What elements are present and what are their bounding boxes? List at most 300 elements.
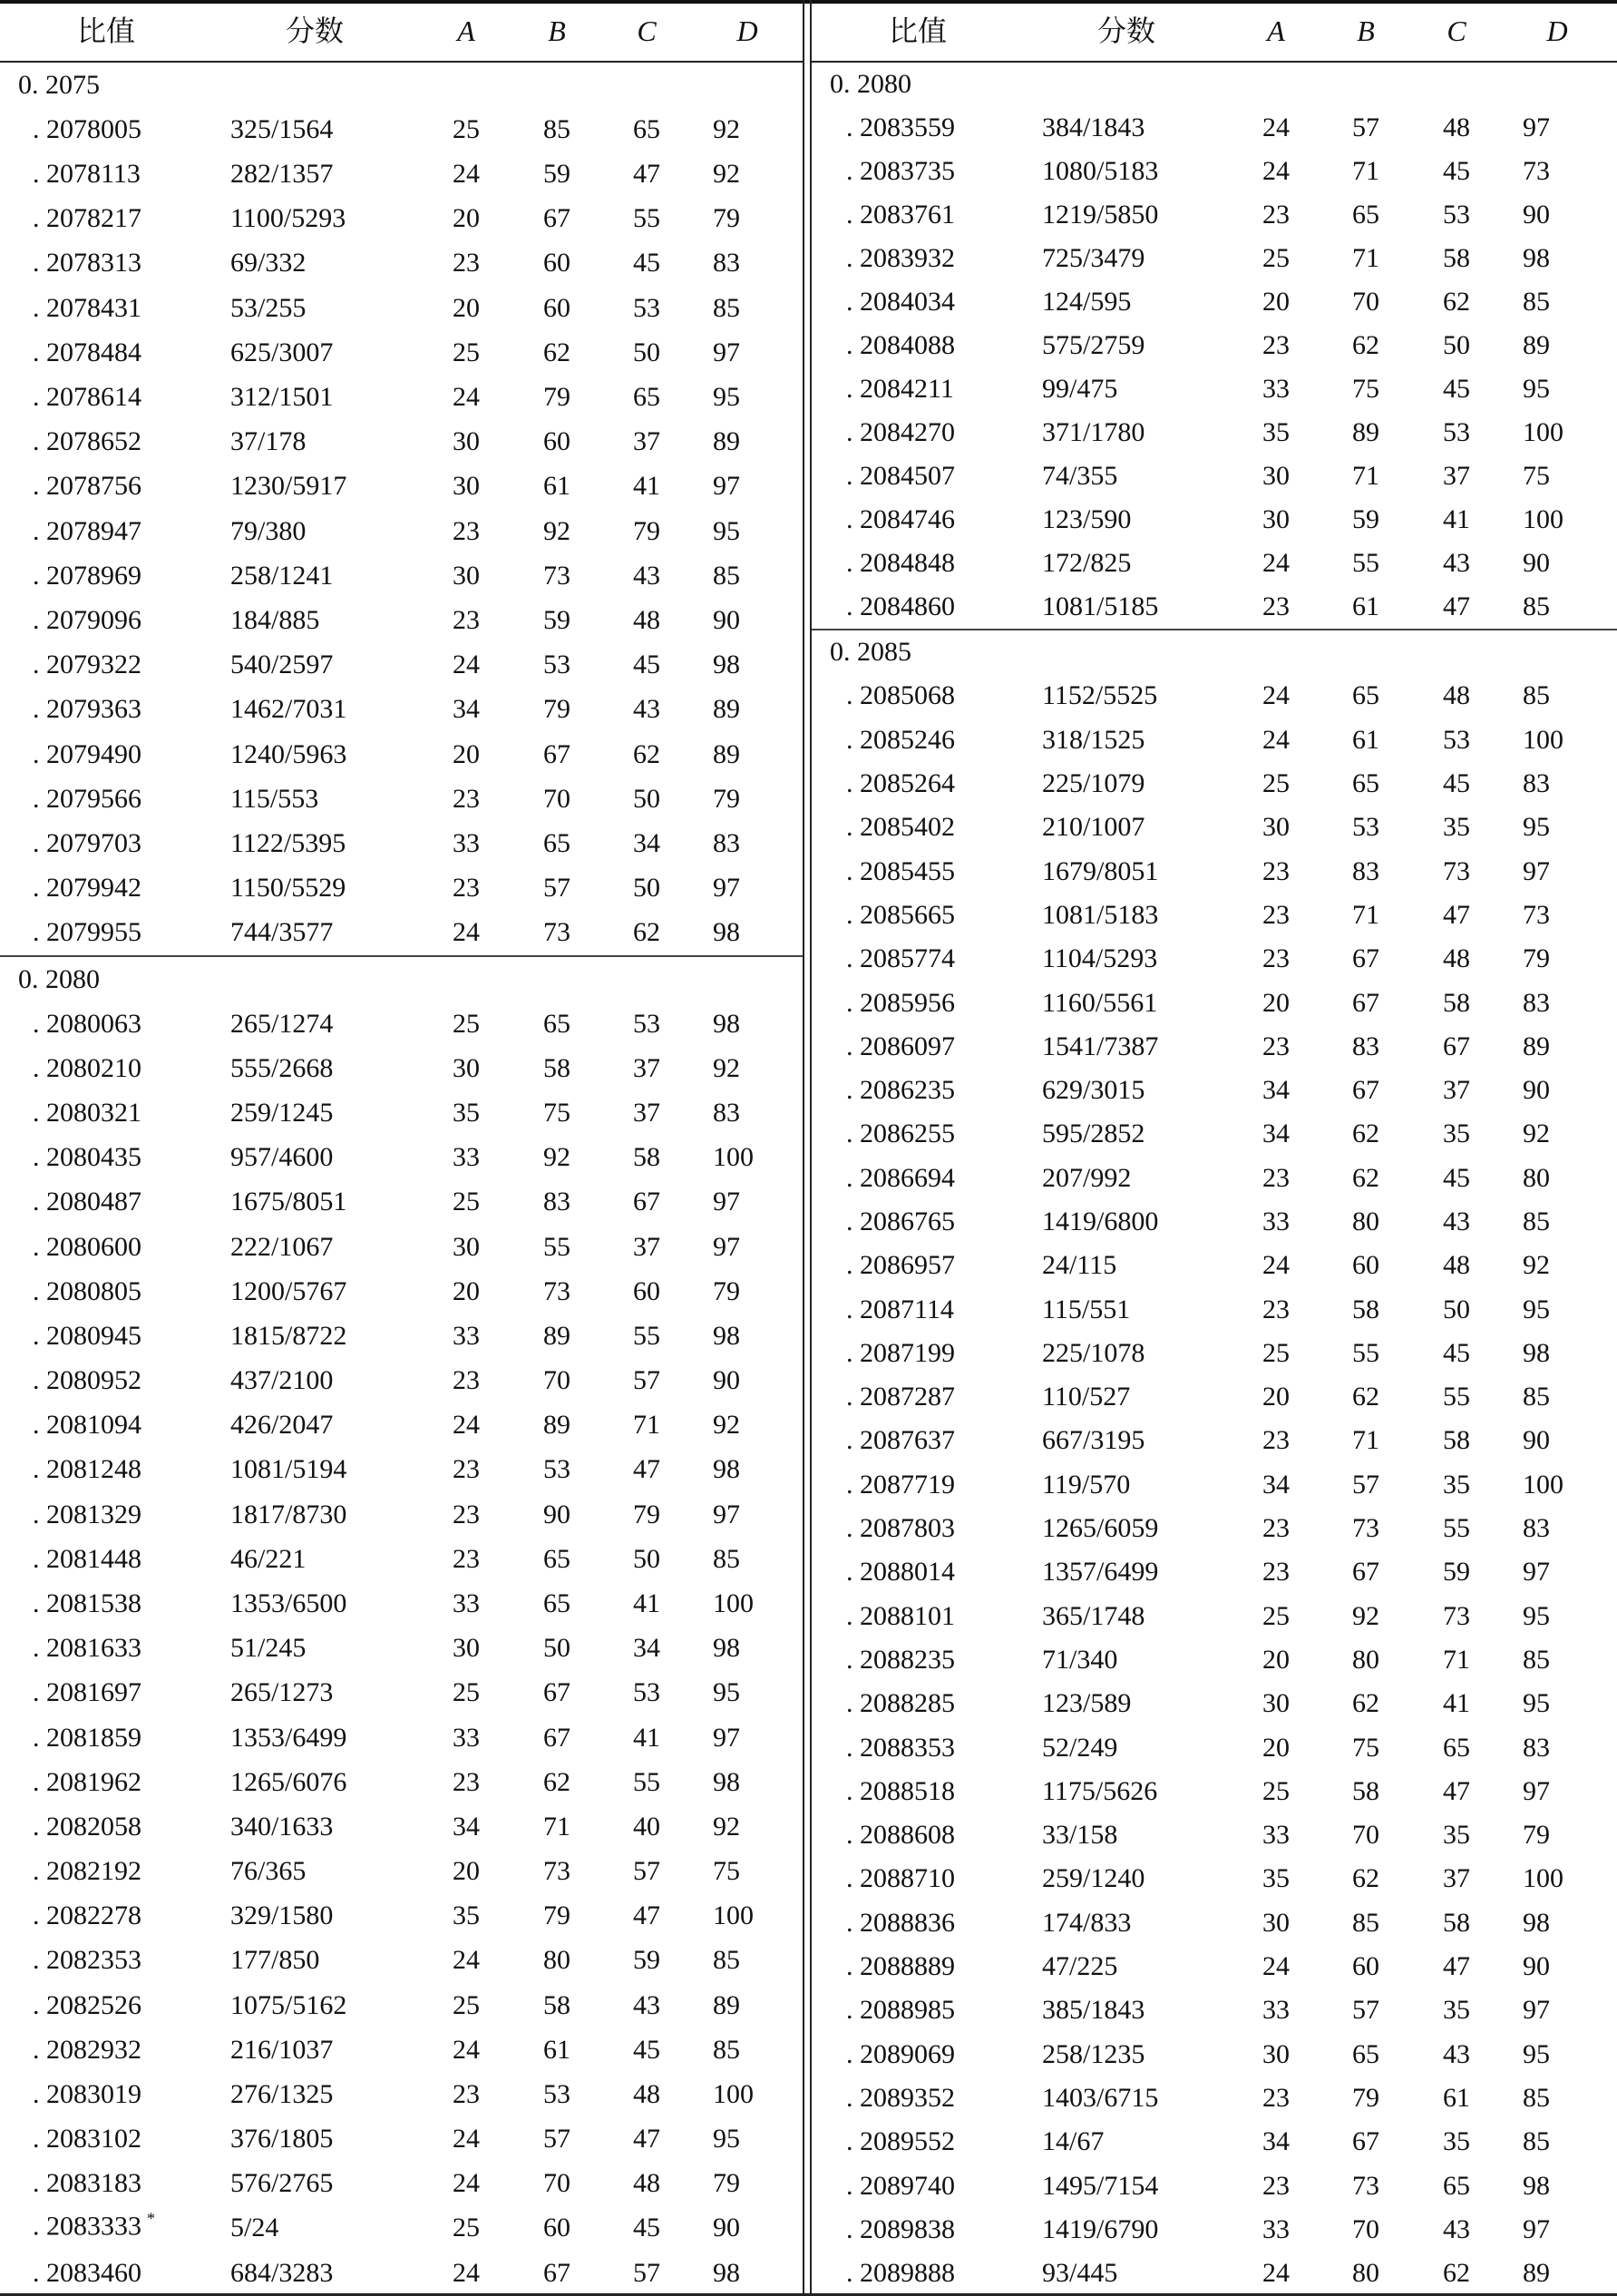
- fraction-cell: 110/527: [1042, 1382, 1131, 1412]
- ratio-value: . 2080321: [33, 1098, 141, 1128]
- ratio-cell: [33, 516, 141, 547]
- table-row: [0, 2206, 803, 2251]
- c-cell: 50: [633, 783, 660, 814]
- table-row: [0, 1314, 803, 1358]
- b-cell: 67: [1352, 1075, 1379, 1106]
- b-cell: 60: [543, 248, 570, 278]
- b-cell: 73: [543, 1275, 570, 1306]
- c-cell: 37: [1443, 461, 1470, 491]
- fraction-cell: 1679/8051: [1042, 855, 1159, 886]
- fraction-cell: 625/3007: [230, 337, 334, 367]
- fraction-cell: 282/1357: [230, 159, 334, 189]
- ratio-cell: [846, 812, 955, 843]
- a-cell: 33: [1262, 1995, 1290, 2026]
- b-cell: 57: [543, 2124, 570, 2154]
- fraction-cell: 325/1564: [230, 113, 334, 144]
- ratio-cell: [846, 900, 955, 931]
- ratio-cell: [33, 1633, 141, 1664]
- b-cell: 59: [1352, 504, 1379, 534]
- c-cell: 37: [633, 1231, 660, 1262]
- d-cell: 85: [1523, 287, 1550, 317]
- b-cell: 65: [543, 1008, 570, 1039]
- c-cell: 55: [633, 203, 660, 234]
- c-cell: 45: [633, 650, 660, 680]
- a-cell: 34: [1262, 1469, 1290, 1500]
- b-cell: 73: [543, 917, 570, 948]
- d-cell: 98: [713, 1454, 740, 1485]
- table-row: [812, 1725, 1617, 1769]
- c-cell: 41: [633, 1722, 660, 1753]
- fraction-cell: 1081/5183: [1042, 899, 1159, 930]
- d-cell: 79: [1523, 943, 1550, 974]
- ratio-cell: [846, 2214, 955, 2245]
- table-row: [0, 777, 803, 821]
- d-cell: 85: [1523, 1382, 1550, 1412]
- c-cell: 55: [1443, 1382, 1470, 1412]
- c-cell: 48: [633, 605, 660, 636]
- fraction-cell: 174/833: [1042, 1907, 1132, 1938]
- table-row: [812, 1419, 1617, 1462]
- ratio-cell: [846, 1995, 955, 2026]
- b-cell: 70: [543, 1365, 570, 1396]
- header-fraction: 分数: [1096, 15, 1156, 47]
- ratio-value: . 2084507: [846, 461, 955, 491]
- d-cell: 98: [713, 1766, 740, 1797]
- ratio-value: . 2080805: [33, 1275, 141, 1306]
- ratio-value: . 2088836: [846, 1907, 955, 1938]
- table-row: [0, 151, 803, 196]
- b-cell: 57: [1352, 1469, 1379, 1500]
- ratio-cell: [846, 1733, 955, 1764]
- a-cell: 25: [453, 1187, 480, 1217]
- ratio-value: . 2084034: [846, 287, 955, 317]
- header-c: C: [1447, 15, 1466, 47]
- ratio-cell: [846, 1425, 955, 1456]
- c-cell: 43: [633, 560, 660, 591]
- a-cell: 24: [453, 917, 480, 948]
- ratio-value: . 2084848: [846, 548, 955, 578]
- fraction-cell: 1265/6059: [1042, 1513, 1159, 1544]
- ratio-cell: [33, 1500, 141, 1530]
- d-cell: 79: [713, 1275, 740, 1306]
- d-cell: 92: [713, 159, 740, 189]
- c-cell: 35: [1443, 1820, 1470, 1851]
- a-cell: 30: [453, 1633, 480, 1664]
- table-row: [0, 598, 803, 642]
- a-cell: 23: [1262, 899, 1290, 930]
- fraction-cell: 1240/5963: [230, 738, 347, 769]
- b-cell: 60: [543, 426, 570, 457]
- ratio-cell: [846, 504, 955, 535]
- ratio-value: . 2079955: [33, 917, 141, 948]
- ratio-value: . 2087803: [846, 1513, 955, 1544]
- b-cell: 75: [543, 1098, 570, 1128]
- ratio-value: . 2085264: [846, 768, 955, 799]
- ratio-value: . 2080600: [33, 1231, 141, 1262]
- d-cell: 100: [713, 1900, 754, 1931]
- ratio-value: . 2087719: [846, 1469, 955, 1500]
- d-cell: 89: [1523, 2258, 1550, 2289]
- table-row: [0, 1760, 803, 1804]
- d-cell: 97: [1523, 1557, 1550, 1588]
- fraction-cell: 225/1078: [1042, 1337, 1145, 1368]
- c-cell: 45: [633, 2213, 660, 2243]
- c-cell: 43: [1443, 548, 1470, 578]
- c-cell: 65: [633, 382, 660, 413]
- d-cell: 97: [1523, 2213, 1550, 2244]
- table-row: [812, 981, 1617, 1024]
- ratio-value: . 2089888: [846, 2258, 955, 2289]
- c-cell: 43: [633, 694, 660, 725]
- table-row: [812, 1287, 1617, 1331]
- ratio-value: . 2088235: [846, 1644, 955, 1675]
- a-cell: 33: [453, 1142, 480, 1173]
- ratio-cell: [33, 337, 141, 368]
- fraction-cell: 33/158: [1042, 1820, 1118, 1851]
- c-cell: 62: [1443, 287, 1470, 317]
- table-row: [812, 1157, 1617, 1200]
- table-row: [0, 688, 803, 732]
- ratio-value: . 2087287: [846, 1382, 955, 1412]
- table-row: [812, 193, 1617, 237]
- d-cell: 80: [1523, 1162, 1550, 1193]
- ratio-value: . 2085246: [846, 724, 955, 755]
- a-cell: 25: [1262, 243, 1290, 273]
- c-cell: 57: [633, 1856, 660, 1887]
- d-cell: 95: [1523, 2038, 1550, 2069]
- fraction-cell: 744/3577: [230, 917, 334, 948]
- c-cell: 58: [1443, 1425, 1470, 1456]
- d-cell: 98: [1523, 1337, 1550, 1368]
- a-cell: 25: [453, 113, 480, 144]
- ratio-cell: [846, 1601, 955, 1632]
- table-row: [0, 107, 803, 151]
- a-cell: 33: [1262, 1207, 1290, 1236]
- fraction-cell: 76/365: [230, 1856, 307, 1887]
- table-row: [0, 866, 803, 911]
- table-row: [0, 1046, 803, 1090]
- fraction-cell: 329/1580: [230, 1900, 334, 1931]
- fraction-cell: 24/115: [1042, 1250, 1117, 1281]
- ratio-cell: [33, 1142, 141, 1173]
- ratio-value: . 2082353: [33, 1945, 141, 1976]
- fraction-cell: 1817/8730: [230, 1499, 347, 1529]
- ratio-value: . 2081094: [33, 1410, 141, 1441]
- d-cell: 97: [1523, 1995, 1550, 2026]
- ratio-cell: [33, 1990, 141, 2021]
- c-cell: 41: [1443, 1688, 1470, 1719]
- b-cell: 71: [1352, 243, 1379, 273]
- ratio-value: . 2083735: [846, 156, 955, 186]
- c-cell: 57: [633, 2257, 660, 2288]
- ratio-cell: [846, 461, 955, 492]
- group-label: 0. 2085: [830, 637, 911, 668]
- fraction-cell: 93/445: [1042, 2258, 1118, 2289]
- d-cell: 97: [713, 337, 740, 367]
- d-cell: 90: [1523, 1425, 1550, 1456]
- table-row: [812, 2164, 1617, 2207]
- table-row: [812, 367, 1617, 411]
- table-row: [812, 1550, 1617, 1594]
- group-label-row: [812, 63, 1617, 106]
- ratio-cell: [33, 2035, 141, 2066]
- ratio-cell: [33, 2079, 141, 2110]
- fraction-cell: 1541/7387: [1042, 1031, 1159, 1061]
- fraction-cell: 957/4600: [230, 1142, 334, 1173]
- ratio-cell: [846, 591, 955, 622]
- ratio-value: . 2081248: [33, 1454, 141, 1485]
- table-row: [812, 1112, 1617, 1156]
- a-cell: 23: [453, 1454, 480, 1485]
- ratio-cell: [846, 243, 955, 274]
- d-cell: 97: [1523, 112, 1550, 142]
- b-cell: 62: [1352, 1688, 1379, 1719]
- ratio-value: . 2085665: [846, 899, 955, 930]
- c-cell: 50: [633, 337, 660, 367]
- fraction-cell: 115/553: [230, 783, 319, 814]
- ratio-value: . 2085455: [846, 855, 955, 886]
- d-cell: 95: [1523, 812, 1550, 843]
- c-cell: 35: [1443, 1469, 1470, 1500]
- ratio-cell: [33, 694, 141, 725]
- d-cell: 95: [713, 2124, 740, 2154]
- d-cell: 98: [713, 650, 740, 680]
- fraction-cell: 437/2100: [230, 1365, 334, 1396]
- a-cell: 23: [453, 1766, 480, 1797]
- ratio-cell: [846, 1820, 955, 1851]
- a-cell: 24: [453, 2168, 480, 2199]
- fraction-cell: 1219/5850: [1042, 200, 1159, 230]
- c-cell: 58: [1443, 987, 1470, 1018]
- ratio-cell: [846, 1163, 955, 1194]
- ratio-cell: [846, 112, 955, 143]
- table-row: [812, 1595, 1617, 1638]
- d-cell: 95: [1523, 1294, 1550, 1324]
- d-cell: 97: [713, 1722, 740, 1753]
- fraction-cell: 1160/5561: [1042, 987, 1158, 1018]
- b-cell: 71: [1352, 899, 1379, 930]
- c-cell: 53: [633, 292, 660, 323]
- c-cell: 43: [633, 1989, 660, 2020]
- d-cell: 73: [1523, 156, 1550, 186]
- fraction-cell: 14/67: [1042, 2126, 1105, 2157]
- c-cell: 37: [1443, 1863, 1470, 1894]
- c-cell: 41: [1443, 504, 1470, 534]
- c-cell: 59: [633, 1945, 660, 1976]
- a-cell: 23: [1262, 2082, 1290, 2113]
- fraction-cell: 318/1525: [1042, 724, 1145, 755]
- a-cell: 23: [1262, 1557, 1290, 1588]
- c-cell: 45: [1443, 374, 1470, 404]
- table-row: [812, 806, 1617, 849]
- a-cell: 24: [453, 159, 480, 189]
- table-row: [812, 324, 1617, 367]
- c-cell: 47: [633, 2124, 660, 2154]
- ratio-cell: [33, 1544, 141, 1575]
- ratio-cell: [846, 1557, 955, 1588]
- b-cell: 70: [543, 783, 570, 814]
- b-cell: 61: [543, 2034, 570, 2065]
- d-cell: 79: [1523, 1820, 1550, 1851]
- fraction-cell: 177/850: [230, 1945, 320, 1976]
- ratio-value: . 2078431: [33, 292, 141, 323]
- table-row: [0, 1849, 803, 1893]
- ratio-cell: [846, 287, 955, 318]
- b-cell: 60: [543, 2213, 570, 2243]
- c-cell: 43: [1443, 2213, 1470, 2244]
- table-row: [0, 1403, 803, 1448]
- table-row: [812, 1463, 1617, 1507]
- fraction-cell: 265/1274: [230, 1008, 334, 1039]
- fraction-cell: 1081/5185: [1042, 591, 1159, 621]
- c-cell: 65: [1443, 1732, 1470, 1763]
- ratio-cell: [33, 650, 141, 680]
- fraction-cell: 1495/7154: [1042, 2170, 1159, 2201]
- fraction-cell: 258/1235: [1042, 2038, 1145, 2069]
- a-cell: 30: [453, 1052, 480, 1083]
- a-cell: 20: [1262, 1382, 1290, 1412]
- b-cell: 92: [543, 1142, 570, 1173]
- d-cell: 89: [713, 426, 740, 457]
- d-cell: 85: [1523, 2126, 1550, 2157]
- c-cell: 41: [633, 1588, 660, 1618]
- c-cell: 62: [1443, 2258, 1470, 2289]
- fraction-cell: 265/1273: [230, 1677, 334, 1708]
- table-row: [812, 2076, 1617, 2120]
- c-cell: 48: [1443, 1250, 1470, 1281]
- d-cell: 90: [1523, 1075, 1550, 1106]
- b-cell: 70: [1352, 287, 1379, 317]
- a-cell: 25: [1262, 768, 1290, 799]
- d-cell: 100: [1523, 417, 1563, 447]
- ratio-value: . 2083019: [33, 2078, 141, 2109]
- c-cell: 62: [633, 917, 660, 948]
- b-cell: 67: [543, 738, 570, 769]
- d-cell: 90: [713, 1365, 740, 1396]
- ratio-cell: [33, 2124, 141, 2154]
- c-cell: 65: [633, 113, 660, 144]
- a-cell: 25: [1262, 1775, 1290, 1806]
- d-cell: 79: [713, 2168, 740, 2199]
- table-row: [812, 1375, 1617, 1419]
- a-cell: 20: [453, 292, 480, 323]
- ratio-cell: [33, 1812, 141, 1842]
- d-cell: 92: [713, 1052, 740, 1083]
- table-row: [812, 1770, 1617, 1813]
- table-row: [0, 1627, 803, 1671]
- d-cell: 92: [713, 1410, 740, 1441]
- b-cell: 85: [1352, 1907, 1379, 1938]
- d-cell: 85: [1523, 591, 1550, 621]
- fraction-cell: 1200/5767: [230, 1275, 347, 1306]
- fraction-cell: 725/3479: [1042, 243, 1145, 273]
- c-cell: 50: [1443, 1294, 1470, 1324]
- fraction-cell: 1403/6715: [1042, 2082, 1159, 2113]
- fraction-cell: 1104/5293: [1042, 943, 1158, 974]
- d-cell: 95: [1523, 1688, 1550, 1719]
- c-cell: 58: [1443, 243, 1470, 273]
- fraction-cell: 1419/6800: [1042, 1207, 1159, 1236]
- c-cell: 79: [633, 515, 660, 546]
- ratio-cell: [33, 828, 141, 859]
- ratio-value: . 2086255: [846, 1119, 955, 1149]
- fraction-cell: 684/3283: [230, 2257, 334, 2288]
- b-cell: 71: [543, 1811, 570, 1842]
- fraction-cell: 79/380: [230, 515, 307, 546]
- table-row: [812, 1332, 1617, 1375]
- ratio-value: . 2088985: [846, 1995, 955, 2026]
- table-row: [812, 1857, 1617, 1900]
- ratio-value: . 2083932: [846, 243, 955, 273]
- c-cell: 37: [633, 1052, 660, 1083]
- fraction-cell: 1230/5917: [230, 471, 347, 502]
- fraction-cell: 1353/6499: [230, 1722, 347, 1753]
- a-cell: 23: [453, 515, 480, 546]
- ratio-cell: [846, 200, 955, 230]
- table-row: [812, 498, 1617, 542]
- b-cell: 58: [543, 1989, 570, 2020]
- d-cell: 90: [1523, 1951, 1550, 1982]
- table-row: [0, 1001, 803, 1046]
- a-cell: 23: [453, 1365, 480, 1396]
- fraction-cell: 69/332: [230, 248, 307, 278]
- ratio-value: . 2078614: [33, 382, 141, 413]
- ratio-value: . 2078313: [33, 248, 141, 278]
- b-cell: 65: [1352, 200, 1379, 230]
- fraction-cell: 124/595: [1042, 287, 1132, 317]
- a-cell: 25: [453, 337, 480, 367]
- ratio-value: . 2080487: [33, 1187, 141, 1217]
- b-cell: 67: [543, 2257, 570, 2288]
- ratio-value: . 2082278: [33, 1900, 141, 1931]
- ratio-cell: [846, 680, 955, 711]
- c-cell: 58: [633, 1142, 660, 1173]
- ratio-cell: [33, 426, 141, 457]
- a-cell: 23: [1262, 330, 1290, 360]
- d-cell: 79: [713, 203, 740, 234]
- d-cell: 90: [1523, 200, 1550, 230]
- b-cell: 53: [543, 650, 570, 680]
- fraction-cell: 46/221: [230, 1543, 307, 1574]
- d-cell: 95: [1523, 1600, 1550, 1631]
- ratio-value: . 2087637: [846, 1425, 955, 1456]
- d-cell: 95: [1523, 374, 1550, 404]
- c-cell: 55: [633, 1766, 660, 1797]
- a-cell: 33: [1262, 374, 1290, 404]
- c-cell: 55: [633, 1320, 660, 1351]
- fraction-cell: 115/551: [1042, 1294, 1131, 1324]
- fraction-cell: 259/1245: [230, 1098, 334, 1128]
- c-cell: 48: [1443, 943, 1470, 974]
- ratio-cell: [33, 2209, 155, 2245]
- ratio-value: . 2087199: [846, 1337, 955, 1368]
- table-row: [0, 1180, 803, 1225]
- a-cell: 20: [453, 203, 480, 234]
- b-cell: 67: [1352, 987, 1379, 1018]
- fraction-cell: 74/355: [1042, 461, 1118, 491]
- fraction-cell: 1100/5293: [230, 203, 346, 234]
- b-cell: 53: [1352, 812, 1379, 843]
- fraction-cell: 555/2668: [230, 1052, 334, 1083]
- a-cell: 23: [453, 605, 480, 636]
- fraction-cell: 1675/8051: [230, 1187, 347, 1217]
- table-row: [0, 2027, 803, 2072]
- d-cell: 85: [713, 292, 740, 323]
- b-cell: 59: [543, 159, 570, 189]
- d-cell: 95: [713, 382, 740, 413]
- table-row: [812, 1988, 1617, 2032]
- ratio-value: . 2078113: [33, 159, 141, 189]
